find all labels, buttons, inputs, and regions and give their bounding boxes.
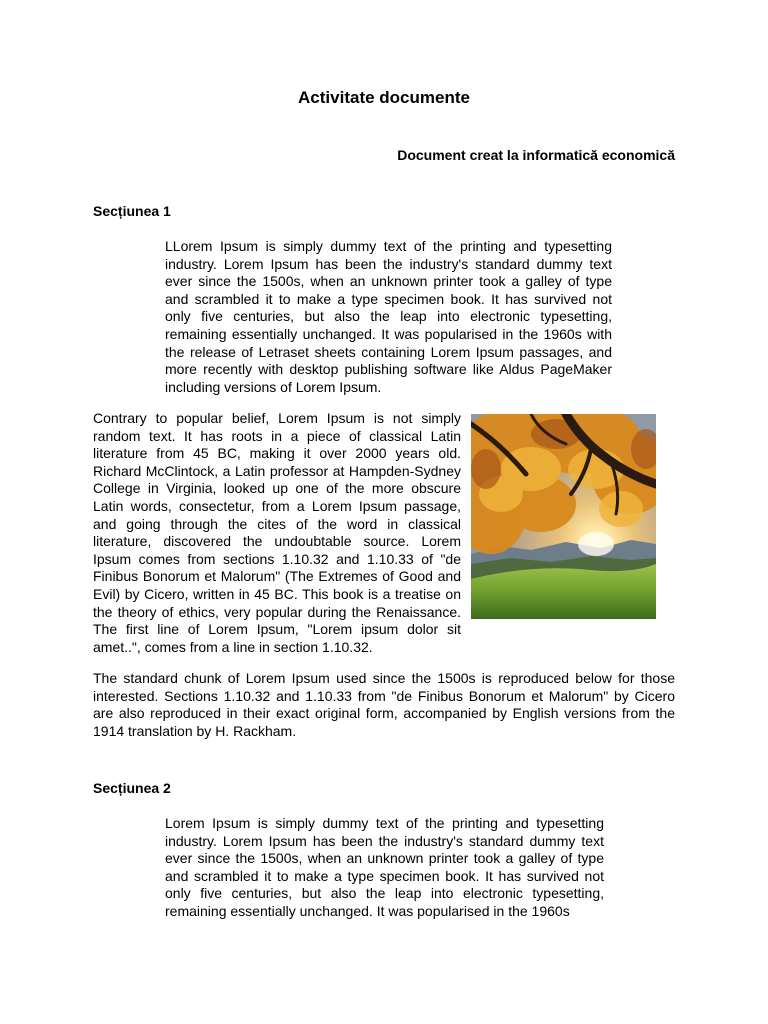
document-subtitle: Document creat la informatică economică (397, 147, 675, 163)
section-2-heading: Secțiunea 2 (93, 780, 171, 796)
section-2-paragraph-1: Lorem Ipsum is simply dummy text of the printing and typesetting industry. Lorem Ipsum has been the industry's standard dummy text ever since the 1500s, when an unknown printer took a galley of type and scrambled it to make a type specimen book. It has survived not only five centuries, but also the leap into electronic typesetting, remaining essentially unchanged. It was popularised in the 1960s (165, 815, 604, 919)
section-1-paragraph-2: Contrary to popular belief, Lorem Ipsum is not simply random text. It has roots in a piece of classical Latin literature from 45 BC, making it over 2000 years old. Richard McClintock, a Latin professor at Hampden-Sydney College in Virginia, looked up one of the more obscure Latin words, consectetur, from a Lorem Ipsum passage, and going through the cites of the word in classical literature, discovered the undoubtable source. Lorem Ipsum comes from sections 1.10.32 and 1.10.33 of "de Finibus Bonorum et Malorum" (The Extremes of Good and Evil) by Cicero, written in 45 BC. This book is a treatise on the theory of ethics, very popular during the Renaissance. The first line of Lorem Ipsum, "Lorem ipsum dolor sit amet..", comes from a line in section 1.10.32. (93, 410, 461, 655)
section-1-heading: Secțiunea 1 (93, 203, 171, 219)
document-title: Activitate documente (298, 88, 470, 107)
section-1-paragraph-1: LLorem Ipsum is simply dummy text of the printing and typesetting industry. Lorem Ipsum has been the industry's standard dummy text ever since the 1500s, when an unknown printer took a galley of type and scrambled it to make a type specimen book. It has survived not only five centuries, but also the leap into electronic typesetting, remaining essentially unchanged. It was popularised in the 1960s with the release of Letraset sheets containing Lorem Ipsum passages, and more recently with desktop publishing software like Aldus PageMaker including versions of Lorem Ipsum. (165, 238, 612, 395)
autumn-tree-photo (471, 414, 656, 619)
section-1-paragraph-3: The standard chunk of Lorem Ipsum used since the 1500s is reproduced below for those interested. Sections 1.10.32 and 1.10.33 from "de Finibus Bonorum et Malorum" by Cicero are also reproduced in their exact original form, accompanied by English versions from the 1914 translation by H. Rackham. (93, 670, 675, 739)
